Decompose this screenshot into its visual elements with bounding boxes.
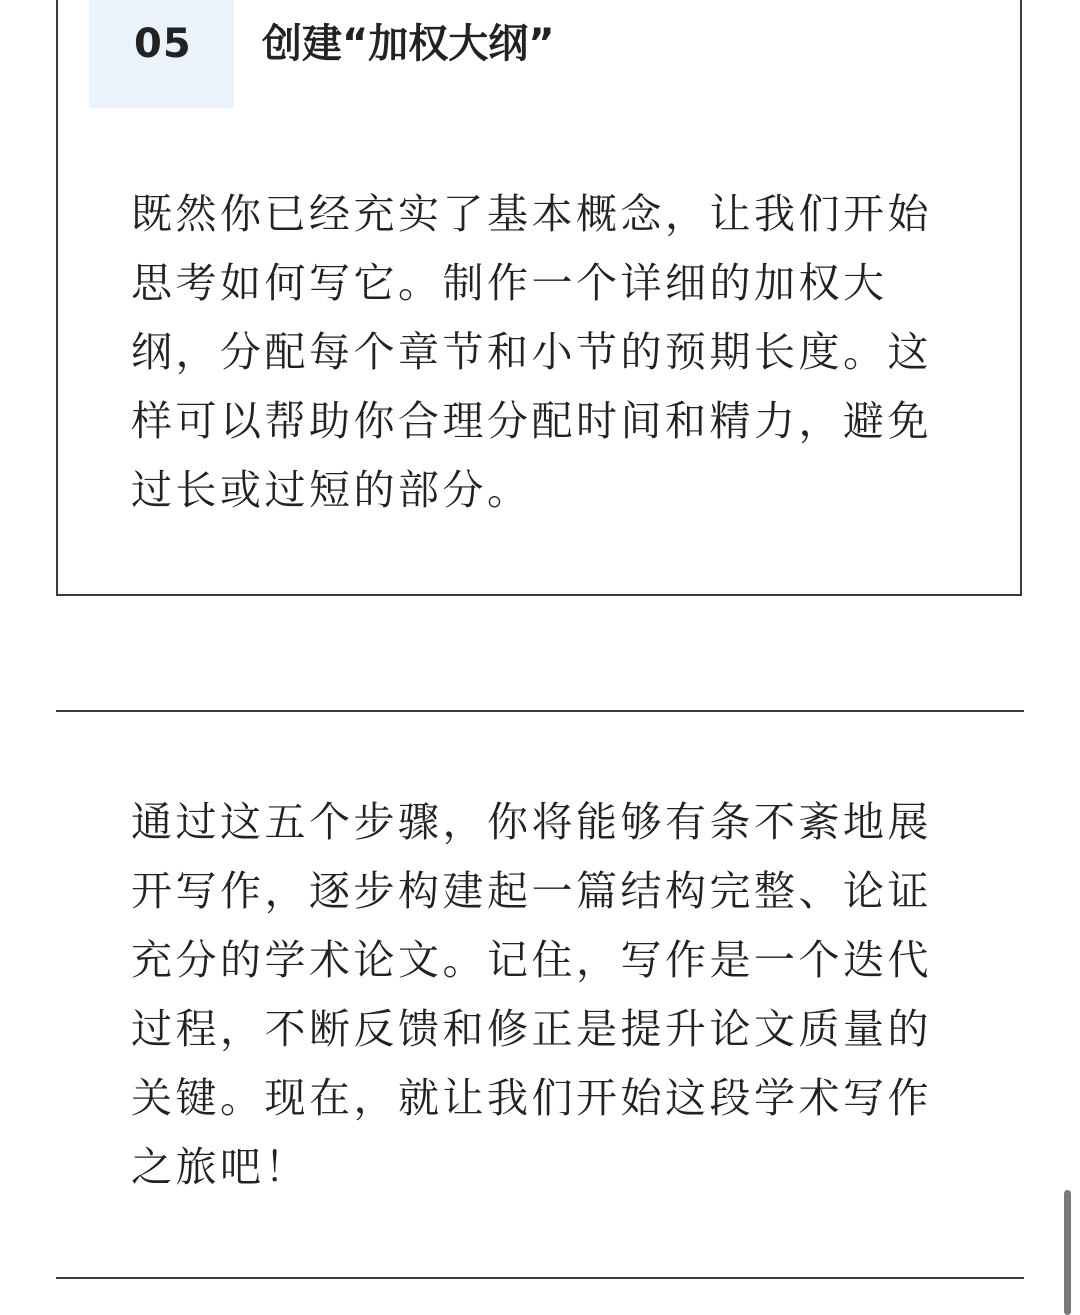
section-divider-top bbox=[56, 710, 1024, 712]
section-divider-bottom bbox=[56, 1277, 1024, 1279]
step-number: 05 bbox=[134, 21, 192, 67]
conclusion-text: 通过这五个步骤，你将能够有条不紊地展开写作，逐步构建起一篇结构完整、论证充分的学术论文。记住，写作是一个迭代过程，不断反馈和修正是提升论文质量的关键。现在，就让我们开始这段学术写作之旅吧！ bbox=[131, 798, 932, 1191]
step-body-text: 既然你已经充实了基本概念，让我们开始思考如何写它。制作一个详细的加权大纲，分配每个章节和小节的预期长度。这样可以帮助你合理分配时间和精力，避免过长或过短的部分。 bbox=[131, 190, 932, 514]
scrollbar-thumb[interactable] bbox=[1064, 1190, 1071, 1315]
step-title: 创建“加权大纲” bbox=[262, 21, 555, 67]
